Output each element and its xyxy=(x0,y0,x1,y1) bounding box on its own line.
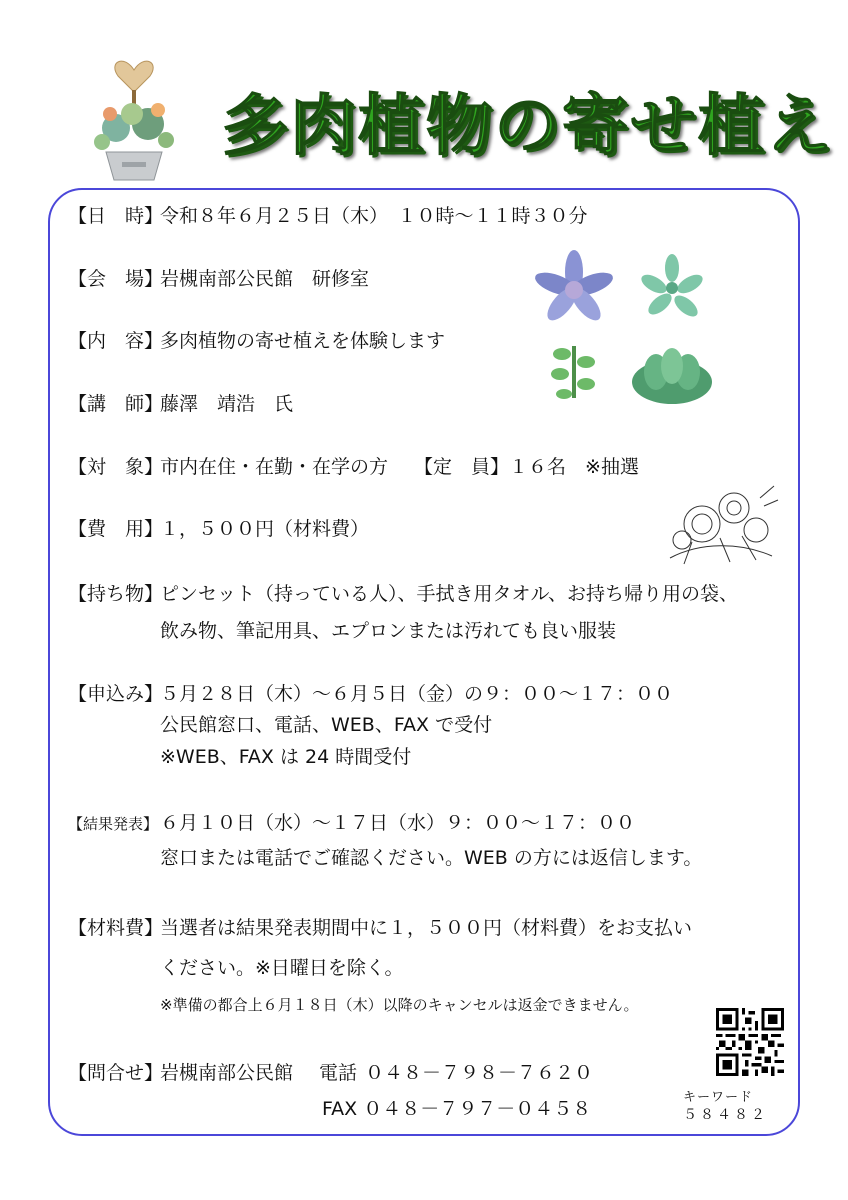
venue-label: 【会 場】 xyxy=(68,268,164,290)
capacity-value: １６名 ※抽選 xyxy=(509,456,639,478)
content-value: 多肉植物の寄せ植えを体験します xyxy=(160,330,446,352)
application-line-2: 公民館窓口、電話、WEB、FAX で受付 xyxy=(160,714,493,736)
application-line-1: ５月２８日（木）～６月５日（金）の９：００～１７：００ xyxy=(160,683,674,705)
keyword-code: ５８４８２ xyxy=(683,1107,768,1123)
qr-code[interactable] xyxy=(716,1008,784,1076)
row-application xyxy=(68,681,673,707)
date-value: 令和８年６月２５日（木） １０時～１１時３０分 xyxy=(160,205,588,227)
capacity-label: 【定 員】 xyxy=(414,456,510,478)
contact-label: 【問合せ】 xyxy=(68,1062,164,1084)
items-label: 【持ち物】 xyxy=(68,583,164,605)
succulent-illustrations xyxy=(530,248,720,418)
fee-value: １，５００円（材料費） xyxy=(160,518,370,540)
material-fee-line-1: 当選者は結果発表期間中に１，５００円（材料費）をお支払い xyxy=(160,917,693,939)
row-target xyxy=(68,454,639,480)
lecturer-label: 【講 師】 xyxy=(68,393,164,415)
fax-label: FAX xyxy=(322,1098,358,1120)
application-label: 【申込み】 xyxy=(68,683,164,705)
row-venue xyxy=(68,266,369,292)
material-fee-label: 【材料費】 xyxy=(68,917,164,939)
row-items xyxy=(68,581,738,607)
target-value: 市内在住・在勤・在学の方 xyxy=(160,456,389,478)
row-material-fee xyxy=(68,915,692,941)
phone-label: 電話 xyxy=(319,1062,358,1084)
venue-value: 岩槻南部公民館 研修室 xyxy=(160,268,370,290)
row-results xyxy=(68,810,635,837)
row-contact xyxy=(68,1060,593,1086)
application-line-3: ※WEB、FAX は 24 時間受付 xyxy=(160,746,412,768)
row-date xyxy=(68,203,588,229)
contact-name: 岩槻南部公民館 xyxy=(160,1062,294,1084)
fax-line xyxy=(322,1096,591,1122)
content-label: 【内 容】 xyxy=(68,330,164,352)
date-label: 【日 時】 xyxy=(68,205,164,227)
fee-label: 【費 用】 xyxy=(68,518,164,540)
potted-succulent-illustration xyxy=(88,40,180,188)
row-content xyxy=(68,328,445,354)
page-title: 多肉植物の寄せ植え xyxy=(222,87,834,164)
phone-number: ０４８－７９８－７６２０ xyxy=(365,1062,594,1084)
succulent-sketch xyxy=(660,478,780,570)
results-label: 【結果発表】 xyxy=(68,815,159,833)
items-line-1: ピンセット（持っている人）、手拭き用タオル、お持ち帰り用の袋、 xyxy=(160,583,738,605)
row-lecturer xyxy=(68,391,293,417)
fax-number: ０４８－７９７－０４５８ xyxy=(363,1098,592,1120)
material-fee-line-2: ください。※日曜日を除く。 xyxy=(160,957,404,979)
row-fee xyxy=(68,516,369,542)
keyword-label: キーワード xyxy=(683,1090,754,1105)
results-line-1: ６月１０日（水）～１７日（水）９：００～１７：００ xyxy=(160,812,636,834)
lecturer-value: 藤澤 靖浩 氏 xyxy=(160,393,294,415)
target-label: 【対 象】 xyxy=(68,456,164,478)
material-fee-note: ※準備の都合上６月１８日（木）以降のキャンセルは返金できません。 xyxy=(160,996,639,1014)
results-line-2: 窓口または電話でご確認ください。WEB の方には返信します。 xyxy=(160,847,703,869)
items-line-2: 飲み物、筆記用具、エプロンまたは汚れても良い服装 xyxy=(160,620,617,642)
